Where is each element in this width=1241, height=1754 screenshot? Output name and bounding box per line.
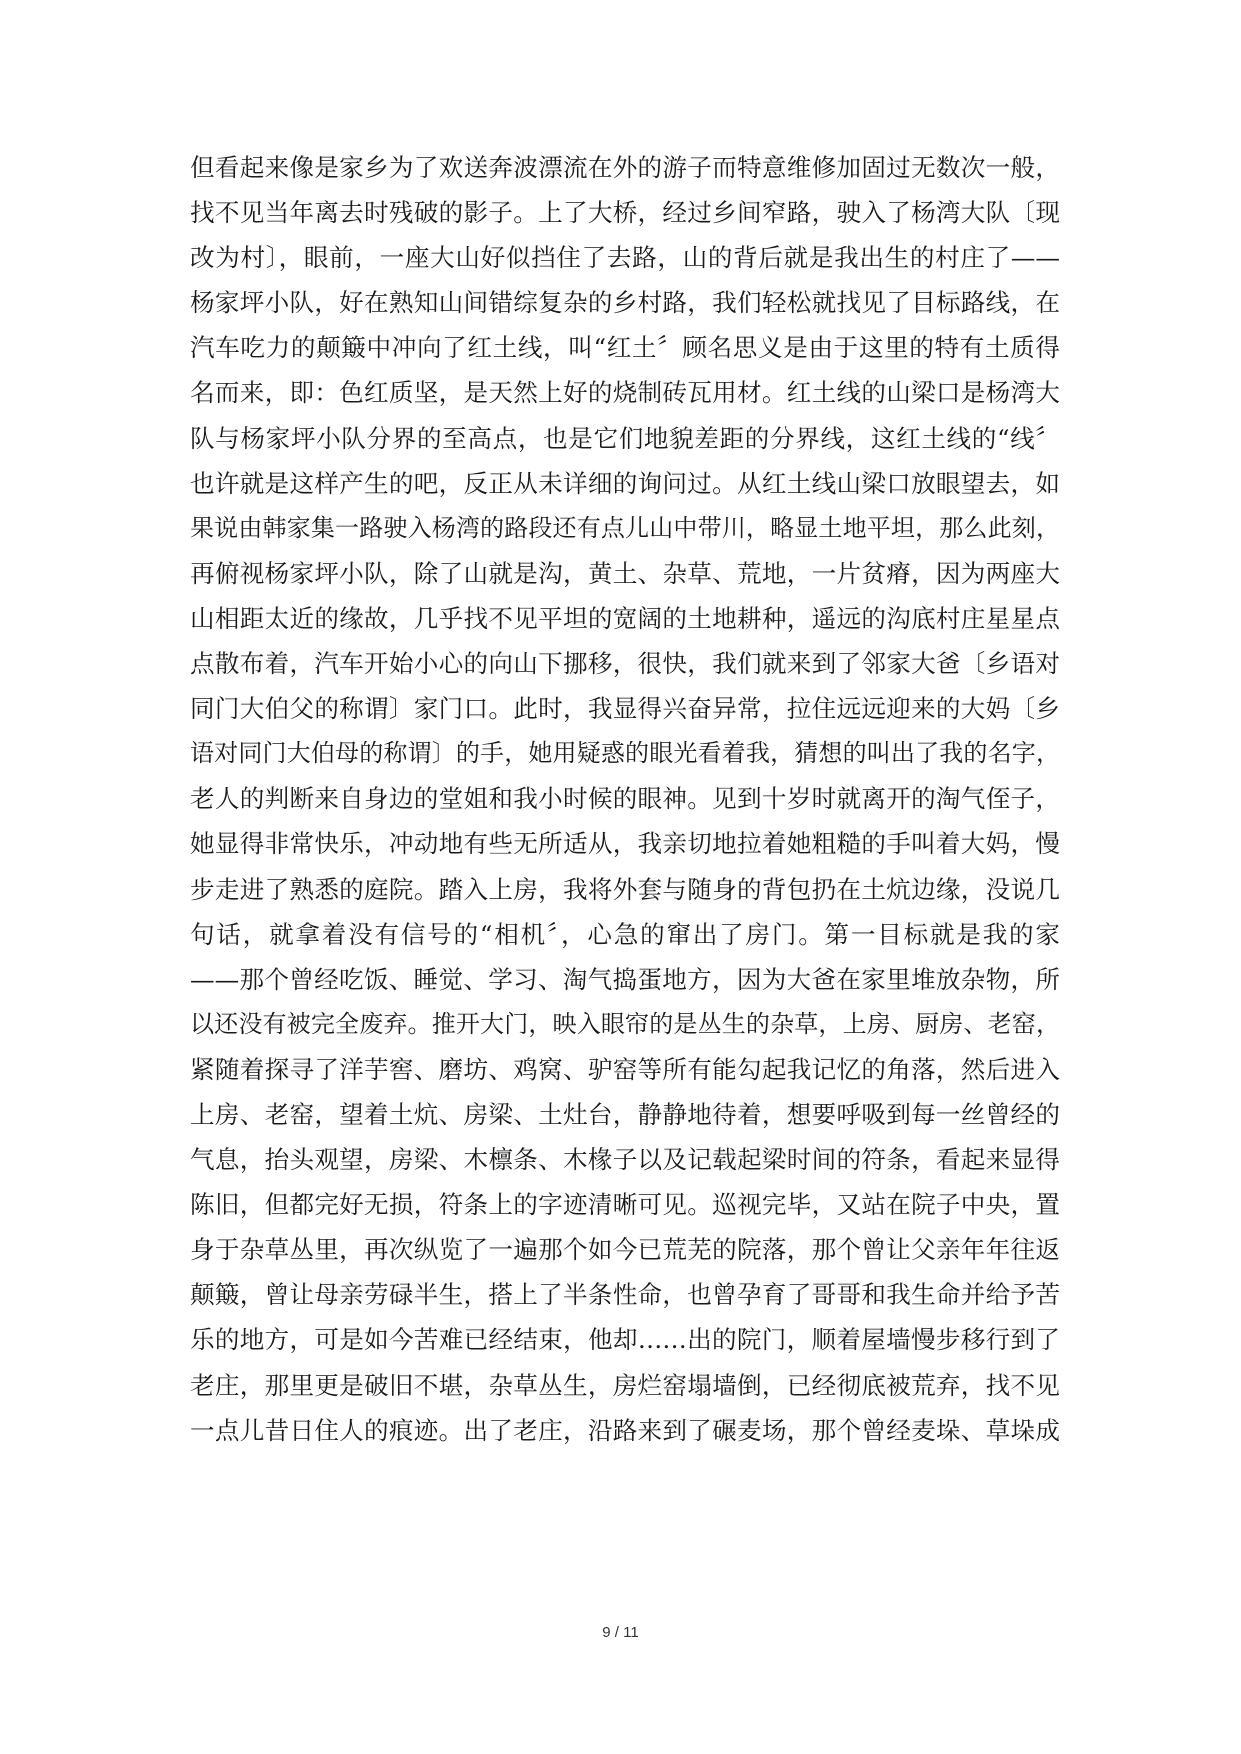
text-line: 老庄，那里更是破旧不堪，杂草丛生，房烂窑塌墙倒，已经彻底被荒弃，找不见 xyxy=(190,1370,1060,1400)
text-line: 杨家坪小队，好在熟知山间错综复杂的乡村路，我们轻松就找见了目标路线，在 xyxy=(190,288,1060,318)
text-line: 紧随着探寻了洋芋窖、磨坊、鸡窝、驴窑等所有能勾起我记忆的角落，然后进入 xyxy=(190,1054,1060,1084)
text-line: 也许就是这样产生的吧，反正从未详细的询问过。从红土线山梁口放眼望去，如 xyxy=(190,468,1060,498)
text-line: 上房、老窑，望着土炕、房梁、土灶台，静静地待着，想要呼吸到每一丝曾经的 xyxy=(190,1099,1060,1129)
text-line: 身于杂草丛里，再次纵览了一遍那个如今已荒芜的院落，那个曾让父亲年年往返 xyxy=(190,1235,1060,1265)
text-line: 一点儿昔日住人的痕迹。出了老庄，沿路来到了碾麦场，那个曾经麦垛、草垛成 xyxy=(190,1415,1060,1445)
text-line: 同门大伯父的称谓〕家门口。此时，我显得兴奋异常，拉住远远迎来的大妈〔乡 xyxy=(190,694,1060,724)
text-line: ——那个曾经吃饭、睡觉、学习、淘气捣蛋地方，因为大爸在家里堆放杂物，所 xyxy=(190,964,1060,994)
text-line: 再俯视杨家坪小队，除了山就是沟，黄土、杂草、荒地，一片贫瘠，因为两座大 xyxy=(190,558,1060,588)
text-line: 语对同门大伯母的称谓〕的手，她用疑惑的眼光看着我，猜想的叫出了我的名字， xyxy=(190,739,1060,768)
text-line: 名而来，即：色红质坚，是天然上好的烧制砖瓦用材。红土线的山梁口是杨湾大 xyxy=(190,378,1060,408)
text-line: 山相距太近的缘故，几乎找不见平坦的宽阔的土地耕种，遥远的沟底村庄星星点 xyxy=(190,603,1060,633)
text-line: 颠簸，曾让母亲劳碌半生，搭上了半条性命，也曾孕育了哥哥和我生命并给予苦 xyxy=(190,1280,1060,1310)
text-line: 改为村〕，眼前，一座大山好似挡住了去路，山的背后就是我出生的村庄了—— xyxy=(190,243,1060,273)
page-number: 9 / 11 xyxy=(602,1624,639,1641)
text-line: 以还没有被完全废弃。推开大门，映入眼帘的是丛生的杂草，上房、厨房、老窑， xyxy=(190,1009,1060,1038)
text-line: 乐的地方，可是如今苦难已经结束，他却……出的院门，顺着屋墙慢步移行到了 xyxy=(190,1325,1060,1355)
text-line: 队与杨家坪小队分界的至高点，也是它们地貌差距的分界线，这红土线的“线〞 xyxy=(190,423,1060,453)
body-text xyxy=(190,145,1060,1453)
text-line: 汽车吃力的颠簸中冲向了红土线，叫“红土〞顾名思义是由于这里的特有土质得 xyxy=(190,333,1060,363)
text-line: 老人的判断来自身边的堂姐和我小时候的眼神。见到十岁时就离开的淘气侄子， xyxy=(190,784,1060,814)
text-line: 果说由韩家集一路驶入杨湾的路段还有点儿山中带川，略显土地平坦，那么此刻， xyxy=(190,513,1060,542)
text-line: 她显得非常快乐，冲动地有些无所适从，我亲切地拉着她粗糙的手叫着大妈，慢 xyxy=(190,829,1060,859)
text-line: 陈旧，但都完好无损，符条上的字迹清晰可见。巡视完毕，又站在院子中央，置 xyxy=(190,1190,1060,1220)
text-line: 找不见当年离去时残破的影子。上了大桥，经过乡间窄路，驶入了杨湾大队〔现 xyxy=(190,198,1060,228)
text-line: 但看起来像是家乡为了欢送奔波漂流在外的游子而特意维修加固过无数次一般， xyxy=(190,153,1060,182)
text-line: 气息，抬头观望，房梁、木檩条、木椽子以及记载起梁时间的符条，看起来显得 xyxy=(190,1145,1060,1175)
text-line: 点散布着，汽车开始小心的向山下挪移，很快，我们就来到了邻家大爸〔乡语对 xyxy=(190,649,1060,679)
text-line: 步走进了熟悉的庭院。踏入上房，我将外套与随身的背包扔在土炕边缘，没说几 xyxy=(190,874,1060,904)
text-line: 句话，就拿着没有信号的“相机〞，心急的窜出了房门。第一目标就是我的家 xyxy=(190,919,1060,949)
